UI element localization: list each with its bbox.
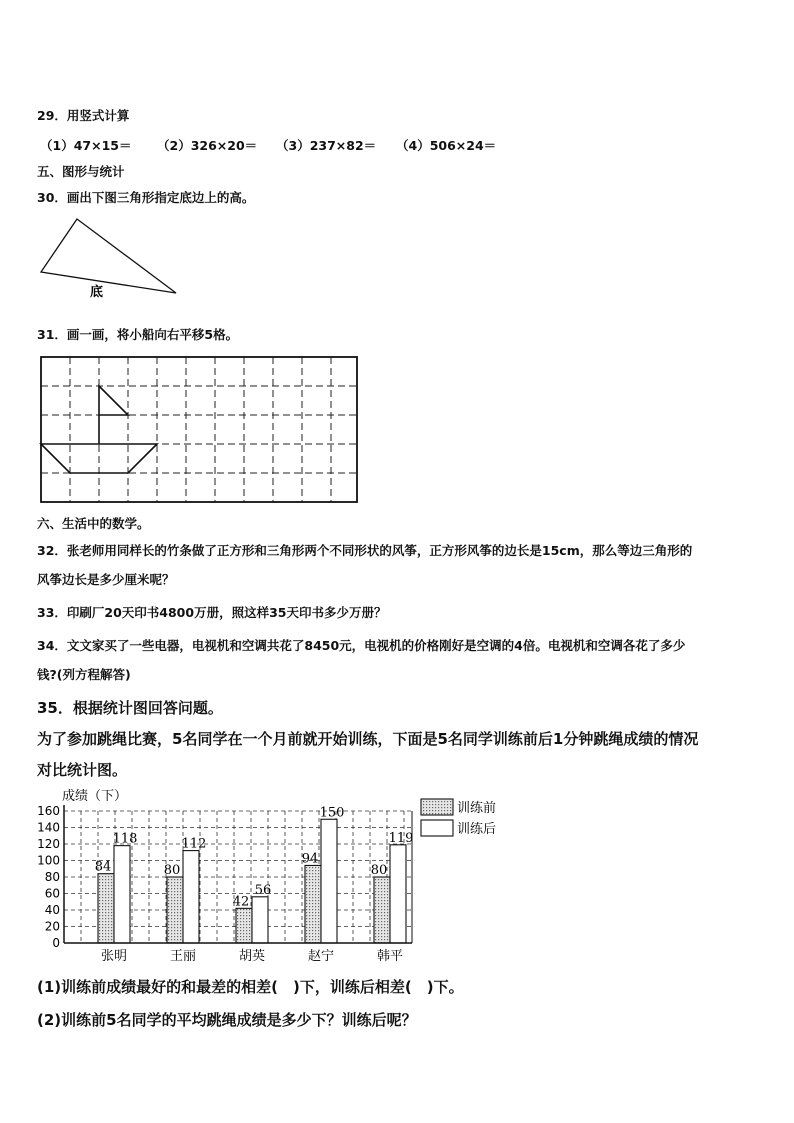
- section-6-heading: 六、生活中的数学。: [37, 516, 150, 531]
- q30-title: 30．画出下图三角形指定底边上的高。: [37, 190, 255, 205]
- x-tick-label: 张明: [100, 949, 128, 964]
- bar-after-5: [390, 845, 406, 943]
- q32-line-1: 32．张老师用同样长的竹条做了正方形和三角形两个不同形状的风筝，正方形风筝的边长是15cm，那么等边三角形的: [37, 543, 693, 558]
- x-tick-label: 王丽: [169, 949, 197, 964]
- data-label: 119: [388, 830, 414, 846]
- data-label: 94: [301, 851, 319, 867]
- base-label: 底: [90, 285, 104, 300]
- bar-before-1: [98, 874, 114, 943]
- y-tick-label: 80: [44, 870, 60, 884]
- q35-intro-line-2: 对比统计图。: [37, 761, 128, 779]
- bar-after-4: [321, 819, 337, 943]
- y-tick-label: 40: [44, 903, 60, 917]
- q29-item-1: （1）47×15＝: [40, 138, 132, 153]
- q32-line-2: 风筝边长是多少厘米呢？: [37, 572, 175, 587]
- legend-label: 训练后: [457, 822, 497, 837]
- x-tick-label: 韩平: [376, 949, 404, 964]
- q34-line-1: 34．文文家买了一些电器，电视机和空调共花了8450元，电视机的价格刚好是空调的4倍。电视机和空调各花了多少: [37, 638, 686, 653]
- y-tick-label: 60: [44, 886, 60, 901]
- bar-before-2: [167, 877, 183, 943]
- q35-sub-2: (2)训练前5名同学的平均跳绳成绩是多少下？训练后呢？: [37, 1011, 417, 1029]
- x-tick-label: 胡英: [238, 949, 266, 964]
- data-label: 84: [94, 859, 112, 875]
- data-label: 80: [370, 863, 388, 878]
- x-tick-label: 赵宁: [307, 949, 335, 964]
- y-tick-label: 160: [37, 804, 60, 818]
- q35-intro-line-1: 为了参加跳绳比赛，5名同学在一个月前就开始训练，下面是5名同学训练前后1分钟跳绳成绩的情况: [37, 730, 699, 748]
- legend-swatch: [421, 799, 453, 815]
- data-label: 112: [181, 836, 207, 852]
- bar-before-3: [236, 908, 252, 943]
- legend-label: 训练前: [457, 801, 497, 816]
- data-label: 118: [112, 831, 138, 847]
- bar-after-2: [183, 851, 199, 943]
- q29-title: 29．用竖式计算: [37, 108, 130, 123]
- q34-line-2: 钱?(列方程解答): [37, 667, 131, 682]
- y-tick-label: 120: [37, 837, 60, 851]
- bar-before-4: [305, 865, 321, 943]
- bar-after-3: [252, 897, 268, 943]
- q31-title: 31．画一画，将小船向右平移5格。: [37, 327, 239, 342]
- legend-swatch: [421, 820, 453, 836]
- q29-item-4: （4）506×24＝: [396, 138, 497, 153]
- q29-item-3: （3）237×82＝: [276, 138, 377, 153]
- bar-after-1: [114, 846, 130, 943]
- q35-title: 35．根据统计图回答问题。: [37, 699, 223, 717]
- bar-before-5: [374, 877, 390, 943]
- q29-item-2: （2）326×20＝: [157, 138, 258, 153]
- data-label: 56: [254, 882, 272, 898]
- section-5-heading: 五、图形与统计: [37, 164, 125, 179]
- q33-text: 33．印刷厂20天印书4800万册，照这样35天印书多少万册？: [37, 605, 387, 620]
- y-tick-label: 0: [52, 936, 60, 950]
- y-tick-label: 100: [37, 853, 60, 868]
- data-label: 42: [232, 894, 250, 910]
- q35-sub-1: (1)训练前成绩最好的和最差的相差( )下，训练后相差( )下。: [37, 978, 464, 996]
- data-label: 150: [319, 805, 345, 821]
- y-axis-label: 成绩（下）: [62, 789, 128, 804]
- y-tick-label: 140: [37, 820, 60, 835]
- y-tick-label: 20: [44, 919, 60, 934]
- data-label: 80: [163, 863, 181, 878]
